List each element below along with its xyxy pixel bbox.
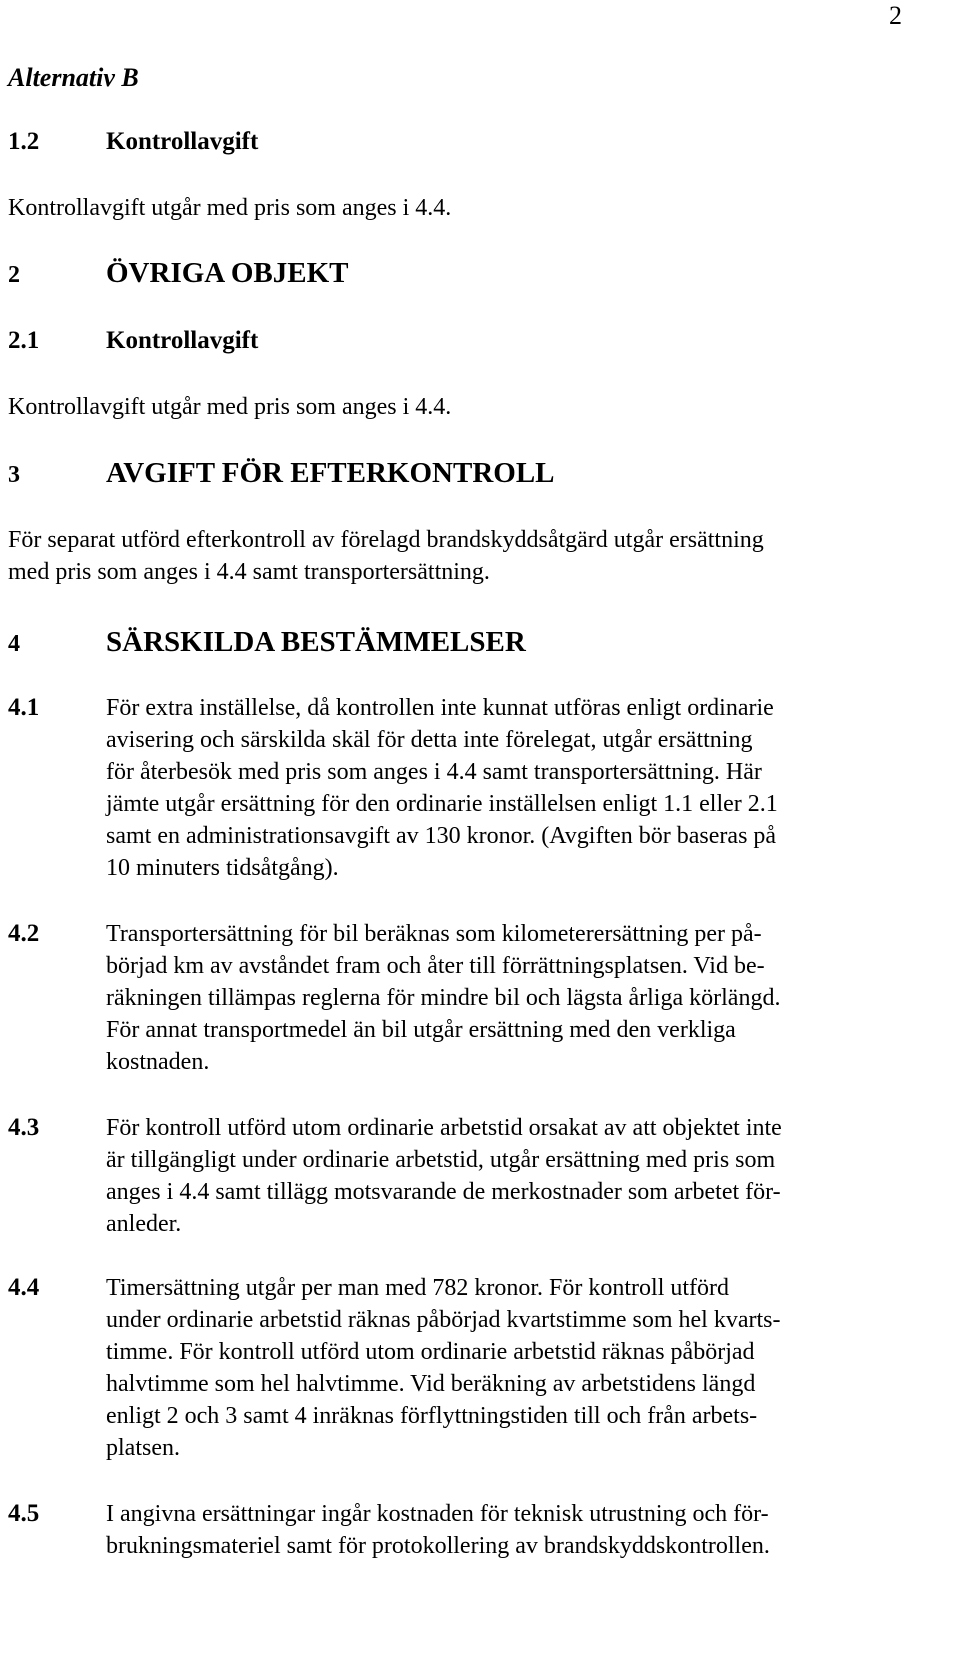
heading-3: [8, 455, 908, 493]
text-line: timme. För kontroll utförd utom ordinarie arbetstid räknas påbörjad: [106, 1339, 755, 1365]
heading-title: Kontrollavgift: [106, 327, 259, 354]
paragraph-2-1: Kontrollavgift utgår med pris som anges i 4.4.: [8, 394, 452, 420]
section-4-1: [8, 692, 908, 884]
text-line: halvtimme som hel halvtimme. Vid beräkning av arbetstidens längd: [106, 1371, 756, 1397]
heading-1-2: [8, 126, 908, 158]
section-4-3: [8, 1112, 908, 1240]
text-line: Timersättning utgår per man med 782 kronor. För kontroll utförd: [106, 1275, 730, 1301]
text-line: brukningsmateriel samt för protokollering av brandskyddskontrollen.: [106, 1533, 770, 1559]
text-line: För annat transportmedel än bil utgår ersättning med den verkliga: [106, 1017, 736, 1043]
heading-number: 2: [8, 262, 20, 288]
text-line: är tillgängligt under ordinarie arbetstid, utgår ersättning med pris som: [106, 1147, 776, 1173]
section-text: [106, 918, 908, 1078]
heading-number: 1.2: [8, 128, 40, 155]
heading-2: [8, 255, 908, 293]
section-number: 4.4: [8, 1274, 40, 1301]
text-line: samt en administrationsavgift av 130 kronor. (Avgiften bör baseras på: [106, 823, 777, 849]
text-line: kostnaden.: [106, 1049, 210, 1075]
text-line: för återbesök med pris som anges i 4.4 samt transportersättning. Här: [106, 759, 762, 785]
heading-2-1: [8, 325, 908, 357]
section-number: 4.1: [8, 694, 40, 721]
heading-title: Kontrollavgift: [106, 128, 259, 155]
text-line: jämte utgår ersättning för den ordinarie inställelsen enligt 1.1 eller 2.1: [106, 791, 778, 817]
text-line: med pris som anges i 4.4 samt transportersättning.: [8, 559, 490, 585]
section-4-2: [8, 918, 908, 1078]
heading-title: AVGIFT FÖR EFTERKONTROLL: [106, 457, 555, 489]
section-text: [106, 692, 908, 884]
text-line: För kontroll utförd utom ordinarie arbetstid orsakat av att objektet inte: [106, 1115, 782, 1141]
section-number: 4.3: [8, 1114, 40, 1141]
text-line: anges i 4.4 samt tillägg motsvarande de merkostnader som arbetet för-: [106, 1179, 781, 1205]
section-4-4: [8, 1272, 908, 1464]
text-line: 10 minuters tidsåtgång).: [106, 855, 339, 881]
heading-number: 4: [8, 631, 20, 657]
section-number: 4.2: [8, 920, 40, 947]
section-text: [106, 1272, 908, 1464]
text-line: avisering och särskilda skäl för detta inte förelegat, utgår ersättning: [106, 727, 753, 753]
heading-4: [8, 624, 908, 662]
heading-title: ÖVRIGA OBJEKT: [106, 257, 349, 289]
paragraph-1-2: Kontrollavgift utgår med pris som anges i 4.4.: [8, 195, 452, 221]
paragraph-3: [8, 524, 908, 588]
text-line: enligt 2 och 3 samt 4 inräknas förflyttningstiden till och från arbets-: [106, 1403, 758, 1429]
text-line: anleder.: [106, 1211, 182, 1237]
section-text: [106, 1112, 908, 1240]
text-line: räkningen tillämpas reglerna för mindre bil och lägsta årliga körlängd.: [106, 985, 781, 1011]
text-line: Transportersättning för bil beräknas som kilometerersättning per på-: [106, 921, 762, 947]
heading-number: 3: [8, 462, 20, 488]
text-line: För extra inställelse, då kontrollen inte kunnat utföras enligt ordinarie: [106, 695, 774, 721]
section-number: 4.5: [8, 1500, 40, 1527]
heading-title: SÄRSKILDA BESTÄMMELSER: [106, 626, 526, 658]
heading-number: 2.1: [8, 327, 40, 354]
section-text: [106, 1498, 908, 1562]
text-line: I angivna ersättningar ingår kostnaden för teknisk utrustning och för-: [106, 1501, 769, 1527]
text-line: För separat utförd efterkontroll av förelagd brandskyddsåtgärd utgår ersättning: [8, 527, 764, 553]
section-4-5: [8, 1498, 908, 1562]
text-line: under ordinarie arbetstid räknas påbörjad kvartstimme som hel kvarts-: [106, 1307, 781, 1333]
text-line: platsen.: [106, 1435, 180, 1461]
alternative-title: Alternativ B: [8, 63, 139, 92]
text-line: börjad km av avståndet fram och åter till förrättningsplatsen. Vid be-: [106, 953, 765, 979]
page-number: 2: [889, 1, 902, 30]
